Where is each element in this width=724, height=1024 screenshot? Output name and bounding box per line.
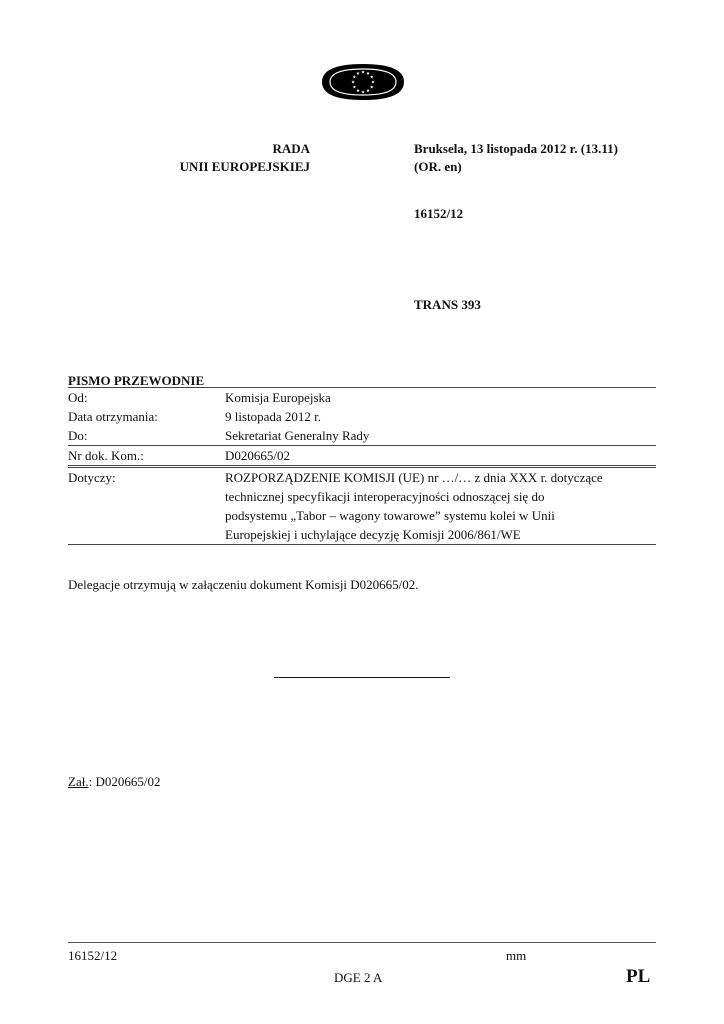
- date-line: [414, 140, 674, 176]
- label-from: Od:: [68, 388, 225, 408]
- value-subject: [225, 467, 656, 545]
- council-name-line2: UNII EUROPEJSKIEJ: [179, 159, 310, 174]
- label-subject: Dotyczy:: [68, 467, 225, 545]
- value-commission-doc: D020665/02: [225, 448, 290, 463]
- label-commission-doc: Nr dok. Kom.:: [68, 448, 144, 463]
- subject-line-3: podsystemu „Tabor – wagony towarowe” systemu kolei w Unii: [225, 508, 555, 523]
- footer-initials: mm: [506, 948, 527, 963]
- body-text: Delegacje otrzymują w załączeniu dokument Komisji D020665/02.: [68, 577, 419, 592]
- value-date-received: 9 listopada 2012 r.: [225, 409, 322, 424]
- attachment-value: : D020665/02: [88, 774, 161, 789]
- label-date-received: Data otrzymania:: [68, 409, 158, 424]
- attachment-label: Zał.: [68, 774, 89, 789]
- footer-language: PL: [626, 966, 651, 987]
- row-to: [68, 426, 656, 446]
- cover-note-title: PISMO PRZEWODNIE: [68, 373, 205, 388]
- subject-line-4: Europejskiej i uchylające decyzję Komisji 2006/861/WE: [225, 527, 521, 542]
- row-from: [68, 388, 656, 408]
- footer-dg: DGE 2 A: [334, 970, 383, 985]
- council-name-line1: RADA: [272, 141, 310, 156]
- row-commission-doc: [68, 446, 656, 467]
- date-line-2: (OR. en): [414, 159, 462, 174]
- council-name: [150, 140, 310, 176]
- row-date-received: [68, 407, 656, 426]
- attachment-line: [68, 774, 160, 790]
- subject-line-1: ROZPORZĄDZENIE KOMISJI (UE) nr …/… z dnia XXX r. dotyczące: [225, 470, 603, 485]
- cover-note-table: [68, 387, 656, 545]
- separator-line: [274, 677, 450, 678]
- value-to: Sekretariat Generalny Rady: [225, 426, 656, 446]
- subject-line-2: technicznej specyfikacji interoperacyjności odnoszącej się do: [225, 489, 545, 504]
- eu-council-emblem-icon: [318, 60, 408, 104]
- footer-rule: [68, 942, 656, 943]
- row-subject: [68, 467, 656, 545]
- value-from: Komisja Europejska: [225, 388, 656, 408]
- classification-code: TRANS 393: [414, 297, 481, 312]
- date-line-1: Bruksela, 13 listopada 2012 r. (13.11): [414, 141, 618, 156]
- footer-doc-number: 16152/12: [68, 948, 118, 963]
- document-number: 16152/12: [414, 206, 464, 221]
- label-to: Do:: [68, 426, 225, 446]
